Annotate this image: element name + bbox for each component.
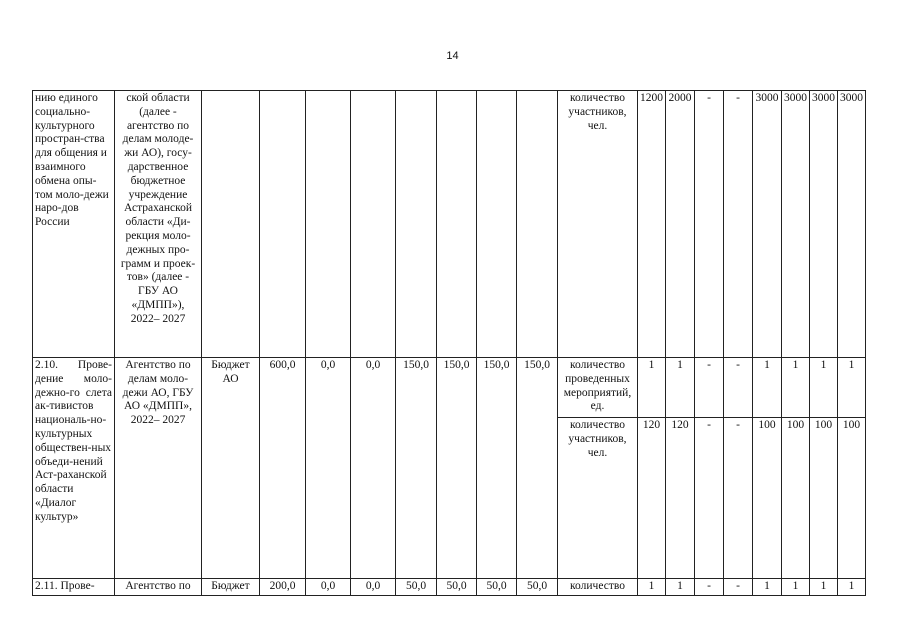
indicator-value-cell: 1: [810, 579, 838, 596]
executor-cell: Агентство по делам моло-дежи АО, ГБУ АО «ДМПП», 2022– 2027: [115, 358, 202, 579]
finance-cell: 0,0: [306, 358, 351, 579]
indicator-value-cell: 3000: [753, 91, 782, 358]
indicator-value-cell: -: [724, 91, 753, 358]
indicator-value-cell: -: [724, 418, 753, 579]
source-cell: [202, 91, 260, 358]
finance-cell: 0,0: [351, 358, 396, 579]
finance-cell: 200,0: [260, 579, 306, 596]
finance-cell: 150,0: [437, 358, 477, 579]
source-cell: Бюджет: [202, 579, 260, 596]
indicator-value-cell: 1: [638, 358, 666, 418]
finance-cell: 150,0: [396, 358, 437, 579]
indicator-name-cell: количество участников, чел.: [558, 91, 638, 358]
indicator-value-cell: 1: [753, 579, 782, 596]
finance-cell: 50,0: [477, 579, 517, 596]
executor-cell: Агентство по: [115, 579, 202, 596]
indicator-value-cell: 1: [810, 358, 838, 418]
indicator-value-cell: -: [724, 579, 753, 596]
indicator-value-cell: 3000: [810, 91, 838, 358]
indicator-value-cell: 1: [782, 579, 810, 596]
indicator-value-cell: 100: [753, 418, 782, 579]
indicator-value-cell: -: [695, 418, 724, 579]
finance-cell: [437, 91, 477, 358]
indicator-value-cell: 1: [838, 579, 866, 596]
finance-cell: [351, 91, 396, 358]
event-cell: нию единого социально-культурного простран-ства для общения и взаимного обмена опы-том моло-дежи наро-дов России: [33, 91, 115, 358]
indicator-value-cell: 1: [666, 358, 695, 418]
finance-cell: 50,0: [396, 579, 437, 596]
indicator-name-cell: количество проведенных мероприятий, ед.: [558, 358, 638, 418]
indicator-value-cell: 3000: [782, 91, 810, 358]
table-row: [33, 91, 866, 358]
indicator-value-cell: -: [695, 358, 724, 418]
source-cell: Бюджет АО: [202, 358, 260, 579]
indicator-value-cell: 120: [638, 418, 666, 579]
finance-cell: [260, 91, 306, 358]
executor-cell: ской области (далее - агентство по делам молоде-жи АО), госу-дарственное бюджетное учреждение Астраханской области «Ди-рекция моло-дежных про-грамм и проек-тов» (далее - ГБУ АО «ДМПП»), 2022– 2027: [115, 91, 202, 358]
indicator-value-cell: 100: [810, 418, 838, 579]
indicator-name-cell: количество участников, чел.: [558, 418, 638, 579]
table-row: [33, 579, 866, 596]
indicator-value-cell: -: [695, 579, 724, 596]
finance-cell: [517, 91, 558, 358]
finance-cell: 50,0: [437, 579, 477, 596]
indicator-value-cell: 1: [782, 358, 810, 418]
finance-cell: [306, 91, 351, 358]
program-activities-table: [32, 90, 866, 596]
indicator-value-cell: -: [695, 91, 724, 358]
finance-cell: [396, 91, 437, 358]
event-cell: 2.10. Прове-дение моло-дежно-го слета ак-тивистов националь-но-культурных обществен-ных объеди-нений Аст-раханской области «Диалог культур»: [33, 358, 115, 579]
finance-cell: 150,0: [477, 358, 517, 579]
indicator-value-cell: 3000: [838, 91, 866, 358]
page-number: 14: [446, 50, 459, 62]
event-cell: 2.11. Прове-: [33, 579, 115, 596]
table-row: [33, 358, 866, 418]
finance-cell: [477, 91, 517, 358]
indicator-value-cell: 100: [782, 418, 810, 579]
indicator-value-cell: 1: [753, 358, 782, 418]
indicator-value-cell: 1: [666, 579, 695, 596]
finance-cell: 0,0: [306, 579, 351, 596]
indicator-value-cell: 2000: [666, 91, 695, 358]
indicator-value-cell: 120: [666, 418, 695, 579]
indicator-value-cell: 1: [638, 579, 666, 596]
finance-cell: 600,0: [260, 358, 306, 579]
indicator-name-cell: количество: [558, 579, 638, 596]
indicator-value-cell: 1: [838, 358, 866, 418]
finance-cell: 150,0: [517, 358, 558, 579]
finance-cell: 0,0: [351, 579, 396, 596]
indicator-value-cell: -: [724, 358, 753, 418]
indicator-value-cell: 100: [838, 418, 866, 579]
indicator-value-cell: 1200: [638, 91, 666, 358]
finance-cell: 50,0: [517, 579, 558, 596]
